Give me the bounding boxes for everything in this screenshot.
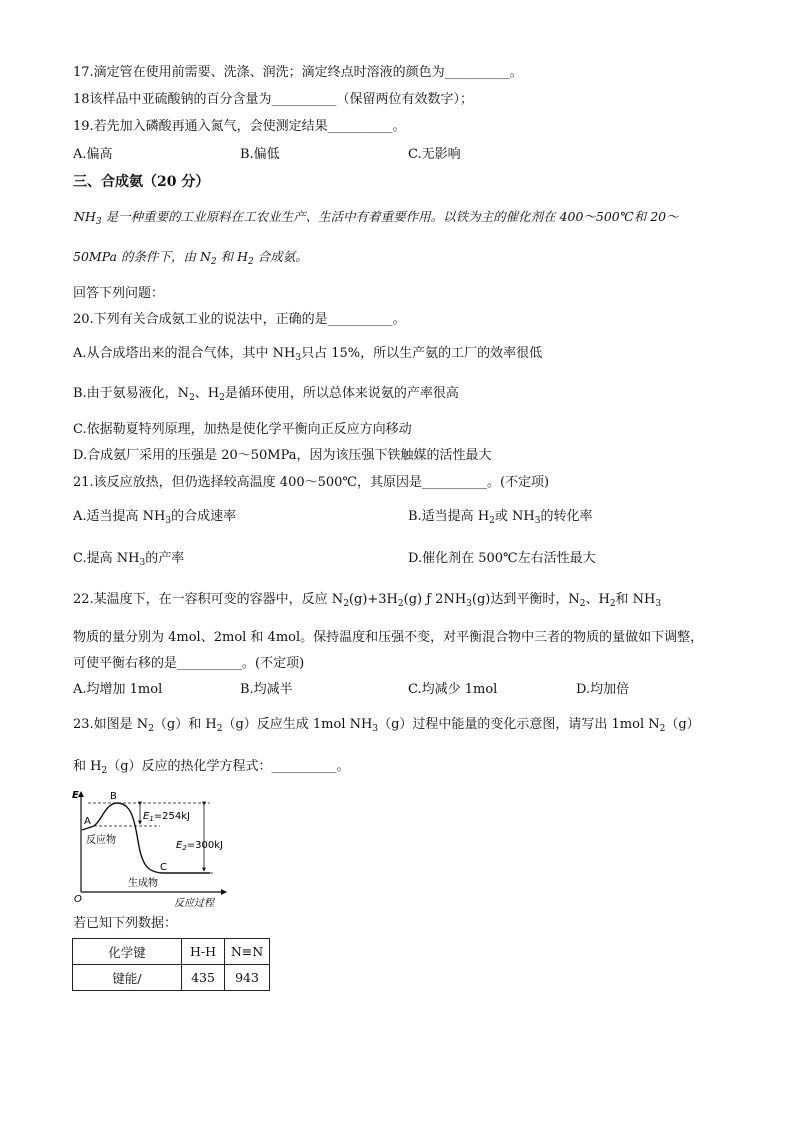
intro-line-2: 50MPa 的条件下，由 $N_2$ 和 $H_2$ 合成氨。 bbox=[73, 249, 308, 267]
energy-diagram bbox=[70, 786, 230, 908]
answer-prompt: 回答下列问题： bbox=[73, 286, 165, 301]
q21-option-a: A.适当提高 $NH_3$的合成速率 bbox=[73, 509, 237, 526]
q20-option-d: D.合成氨厂采用的压强是 20～50MPa，因为该压强下铁触媒的活性最大 bbox=[73, 448, 492, 463]
question-22-line-3: 可使平衡右移的是__________。(不定项) bbox=[73, 656, 305, 671]
x-axis-label: 反应过程 bbox=[174, 898, 214, 908]
question-19: 19.若先加入磷酸再通入氮气，会使测定结果__________。 bbox=[73, 119, 406, 134]
table-header-row bbox=[73, 939, 270, 965]
nh3-formula: $NH_3$ bbox=[74, 209, 102, 227]
question-21: 21.该反应放热，但仍选择较高温度 400～500℃，其原因是__________。(不定项) bbox=[73, 475, 550, 490]
q20-option-b: B.由于氨易液化，$N_2$、$H_2$是循环使用，所以总体来说氨的产率很高 bbox=[73, 386, 459, 403]
intro-line-1: $NH_3$ 是一种重要的工业原料在工农业生产、生活中有着重要作用。以铁为主的催化剂在 400～500℃和 20～ bbox=[74, 209, 679, 227]
question-22-line-2: 物质的量分别为 4mol、2mol 和 4mol。保持温度和压强不变，对平衡混合物中三者的物质的量做如下调整， bbox=[73, 630, 704, 645]
question-23-line-2: 和 $H_2(g)$反应的热化学方程式：__________。 bbox=[73, 759, 350, 776]
header-cell: N≡N bbox=[225, 939, 270, 965]
q21-option-d: D.催化剂在 500℃左右活性最大 bbox=[408, 551, 596, 566]
question-22-line-1: 22.某温度下，在一容积可变的容器中，反应 $N_2(g)+3H_2(g)$ ƒ $2NH_3(g)$达到平衡时，$N_2$、$H_2$和 $NH_3$ bbox=[73, 592, 662, 609]
q22-option-b: B.均减半 bbox=[240, 682, 293, 697]
q20-option-c: C.依据勒夏特列原理，加热是使化学平衡向正反应方向移动 bbox=[73, 422, 412, 437]
question-20: 20.下列有关合成氨工业的说法中，正确的是__________。 bbox=[73, 312, 406, 327]
header-cell: 化学键 bbox=[73, 939, 182, 965]
reactant-label: 反应物 bbox=[86, 835, 116, 846]
question-23-line-1: 23.如图是 $N_2(g)$和 $H_2(g)$反应生成 1mol $NH_3(g)$过程中能量的变化示意图，请写出 1mol $N_2(g)$ bbox=[73, 717, 700, 734]
table-cell: 键能/ bbox=[73, 965, 182, 991]
q22-option-c: C.均减少 1mol bbox=[408, 682, 498, 697]
y-axis-label: E bbox=[72, 790, 79, 801]
table-cell: 943 bbox=[225, 965, 270, 991]
q19-option-a: A.偏高 bbox=[73, 147, 113, 162]
data-known-text: 若已知下列数据： bbox=[73, 916, 178, 931]
table-cell: 435 bbox=[182, 965, 225, 991]
point-c-label: C bbox=[160, 862, 167, 873]
q19-option-c: C.无影响 bbox=[408, 147, 461, 162]
e1-label: $E_1=254kJ$ bbox=[143, 811, 191, 823]
bond-energy-table bbox=[72, 938, 270, 991]
q20-option-a: A.从合成塔出来的混合气体，其中 $NH_3$只占 15%，所以生产氨的工厂的效率很低 bbox=[73, 346, 543, 363]
e2-label: $E_2=300kJ$ bbox=[176, 840, 224, 852]
header-cell: H-H bbox=[182, 939, 225, 965]
point-a-label: A bbox=[84, 816, 91, 827]
q19-option-b: B.偏低 bbox=[240, 147, 280, 162]
section-3-title: 三、合成氨（20 分） bbox=[73, 174, 210, 190]
q21-option-b: B.适当提高 $H_2$或 $NH_3$的转化率 bbox=[408, 509, 593, 526]
q22-option-d: D.均加倍 bbox=[576, 682, 630, 697]
product-label: 生成物 bbox=[128, 878, 158, 889]
question-18: 18该样品中亚硫酸钠的百分含量为__________（保留两位有效数字）； bbox=[73, 92, 474, 107]
origin-label: O bbox=[74, 894, 82, 905]
question-17: 17.滴定管在使用前需要、洗涤、润洗；滴定终点时溶液的颜色为__________。 bbox=[73, 65, 523, 80]
table-row bbox=[73, 965, 270, 991]
q22-option-a: A.均增加 1mol bbox=[73, 682, 163, 697]
point-b-label: B bbox=[110, 791, 117, 802]
q21-option-c: C.提高 $NH_3$的产率 bbox=[73, 551, 185, 568]
